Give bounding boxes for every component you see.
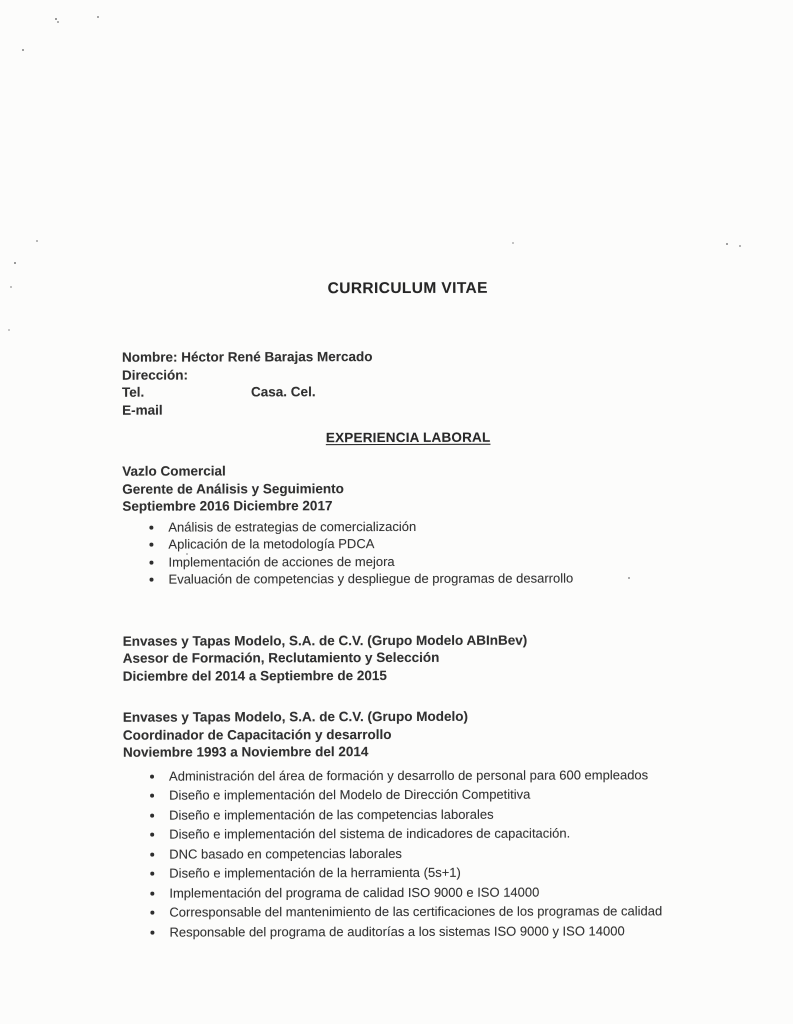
job-period: Noviembre 1993 a Noviembre del 2014 [122, 744, 369, 760]
job-company: Envases y Tapas Modelo, S.A. de C.V. (Grupo Modelo ABInBev) [122, 632, 528, 649]
bullet-item [122, 569, 694, 588]
bullet-text: Diseño e implementación de las competencias laborales [169, 806, 494, 823]
bullet-item [122, 517, 694, 536]
bullet-text: Análisis de estrategias de comercialización [168, 518, 417, 535]
bullet-icon [150, 794, 154, 798]
tel-label: Tel. [122, 384, 145, 400]
bullet-icon [150, 774, 154, 778]
job-role: Gerente de Análisis y Seguimiento [122, 480, 344, 497]
job-period: Septiembre 2016 Diciembre 2017 [122, 498, 333, 514]
job-period: Diciembre del 2014 a Septiembre de 2015 [122, 667, 387, 684]
bullet-item [123, 765, 695, 786]
job-entry-envases-coordinador [123, 707, 696, 941]
bullet-icon [149, 525, 153, 529]
job-role: Coordinador de Capacitación y desarrollo [122, 726, 392, 743]
job-bullet-list [123, 765, 695, 942]
experience-heading: EXPERIENCIA LABORAL [325, 429, 491, 446]
bullet-icon [150, 872, 154, 876]
bullet-icon [149, 543, 153, 547]
job-company: Vazlo Comercial [122, 463, 226, 479]
bullet-text: Diseño e implementación de la herramienta (5s+1) [169, 864, 461, 881]
name-line: Nombre: Héctor René Barajas Mercado [121, 349, 373, 365]
bullet-text: Implementación del programa de calidad ISO 9000 e ISO 14000 [169, 884, 540, 901]
phone-line [122, 382, 694, 401]
bullet-text: Evaluación de competencias y despliegue de programas de desarrollo [168, 570, 574, 587]
bullet-text: Implementación de acciones de mejora [168, 553, 395, 570]
bullet-item [123, 784, 695, 805]
job-entry-vazlo [122, 461, 694, 588]
job-role: Asesor de Formación, Reclutamiento y Selección [122, 649, 440, 666]
bullet-item [123, 804, 695, 825]
bullet-text: Responsable del programa de auditorías a los sistemas ISO 9000 y ISO 14000 [169, 922, 625, 940]
bullet-text: Corresponsable del mantenimiento de las certificaciones de los programas de calidad [169, 903, 663, 920]
bullet-item [123, 823, 695, 844]
page-title: CURRICULUM VITAE [327, 279, 488, 298]
bullet-icon [150, 833, 154, 837]
bullet-text: DNC basado en competencias laborales [169, 845, 402, 862]
bullet-icon [150, 911, 154, 915]
casa-cel-label: Casa. Cel. [251, 384, 316, 400]
bullet-item [123, 882, 695, 903]
bullet-icon [150, 578, 154, 582]
bullet-text: Administración del área de formación y desarrollo de personal para 600 empleados [169, 766, 649, 784]
bullet-text: Aplicación de la metodología PDCA [168, 536, 375, 552]
bullet-item [122, 552, 694, 571]
bullet-item [123, 901, 695, 922]
personal-info-block [122, 347, 694, 418]
bullet-icon [150, 852, 154, 856]
job-bullet-list [122, 517, 694, 588]
bullet-icon [150, 891, 154, 895]
bullet-item [123, 921, 695, 942]
bullet-icon [149, 560, 153, 564]
email-line: E-mail [122, 402, 163, 418]
bullet-text: Diseño e implementación del sistema de indicadores de capacitación. [169, 825, 571, 842]
bullet-item [123, 843, 695, 864]
address-line: Dirección: [121, 367, 189, 383]
bullet-icon [150, 813, 154, 817]
bullet-item [122, 534, 694, 553]
bullet-item [123, 862, 695, 883]
bullet-text: Diseño e implementación del Modelo de Dirección Competitiva [169, 786, 531, 803]
job-company: Envases y Tapas Modelo, S.A. de C.V. (Grupo Modelo) [122, 708, 468, 725]
bullet-icon [150, 930, 154, 934]
job-entry-envases-asesor [123, 631, 695, 685]
